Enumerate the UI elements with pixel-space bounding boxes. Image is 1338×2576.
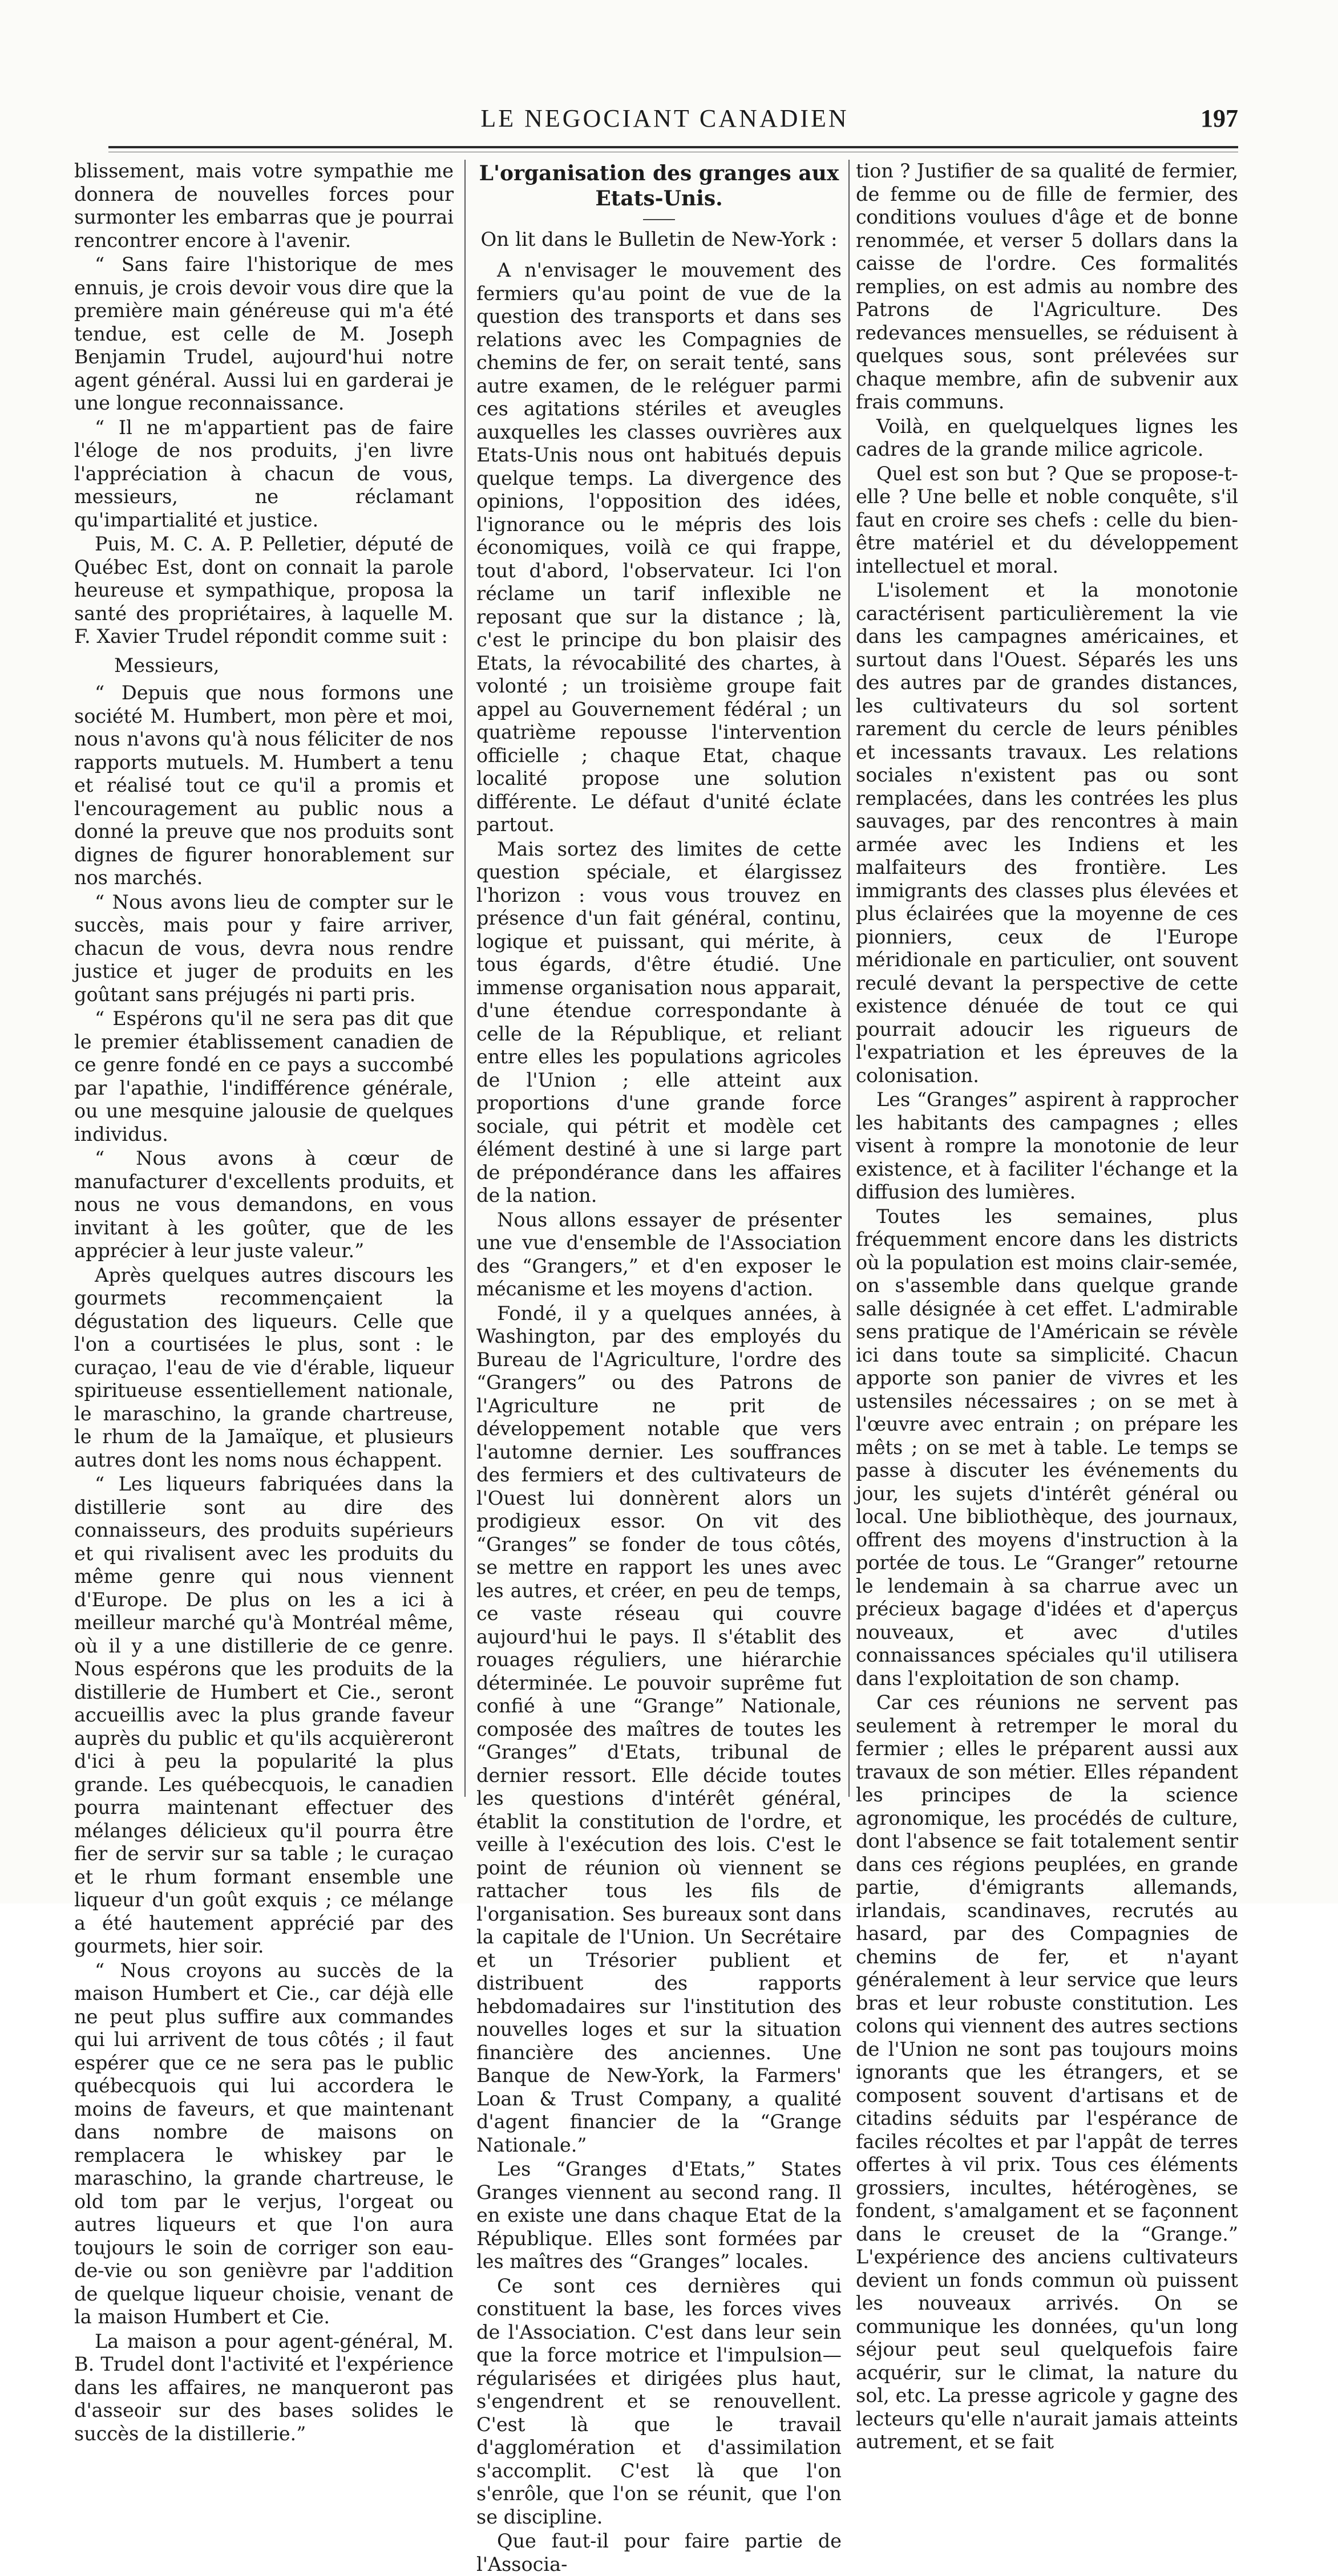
paragraph: Puis, M. C. A. P. Pelletier, député de Québec Est, dont on connait la parole heureuse et sympathique, proposa la santé des propriétaires, à laquelle M. F. Xavier Trudel répondit comme suit : <box>74 533 454 647</box>
paragraph: tion ? Justifier de sa qualité de fermier, de femme ou de fille de fermier, des conditions voulues d'âge et de bonne renommée, et verser 5 dollars dans la caisse de l'ordre. Ces formalités remplies, on est admis au nombre des Patrons de l'Agriculture. Des redevances mensuelles, se réduisent à quelques sous, sont prélevées sur chaque membre, afin de subvenir aux frais communs. <box>856 160 1238 413</box>
paragraph: “ Nous avons lieu de compter sur le succès, mais pour y faire arriver, chacun de vous, devra nous rendre justice et juger de produits en les goûtant sans préjugés ni parti pris. <box>74 890 454 1006</box>
paragraph: Voilà, en quelquelques lignes les cadres de la grande milice agricole. <box>856 415 1238 460</box>
running-head <box>91 102 1238 136</box>
paragraph: Toutes les semaines, plus fréquemment encore dans les districts où la population est moins clair-semée, on s'assemble dans quelque grande salle désignée à cet effet. L'admirable sens pratique de l'Américain se révèle ici dans toute sa simplicité. Chacun apporte son panier de vivres et les ustensiles nécessaires ; on se met à l'œuvre avec entrain ; on prépare les mêts ; on se met à table. Le temps se passe à discuter les événements du jour, les sujets d'intérêt général ou local. Une bibliothèque, des journaux, offrent des moyens d'instruction à la portée de tous. Le “Granger” retourne le lendemain à sa charrue avec un précieux bagage d'idées et d'aperçus nouveaux, et avec d'utiles connaissances spéciales qu'il utilisera dans l'exploitation de son champ. <box>856 1205 1238 1690</box>
paragraph: Que faut-il pour faire partie de l'Associa- <box>476 2530 842 2575</box>
paragraph: Quel est son but ? Que se propose-t-elle ? Une belle et noble conquête, s'il faut en croire ses chefs : celle du bien-être matériel et du développement intellectuel et moral. <box>856 462 1238 577</box>
paragraph: L'isolement et la monotonie caractérisent particulièrement la vie dans les campagnes américaines, et surtout dans l'Ouest. Séparés les uns des autres par de grandes distances, les cultivateurs du sol sortent rarement du cercle de leurs pénibles et incessants travaux. Les relations sociales n'existent pas ou sont remplacées, dans les contrées les plus sauvages, par des rencontres à main armée avec les Indiens et les malfaiteurs des frontière. Les immigrants des classes plus élevées et plus éclairées que la moyenne de ces pionniers, ceux de l'Europe méridionale en particulier, ont souvent reculé devant la perspective de cette existence dénuée de tout ce qui pourrait adoucir les rigueurs de l'expatriation et les épreuves de la colonisation. <box>856 579 1238 1087</box>
title-divider <box>643 219 675 220</box>
paragraph: “ Nous croyons au succès de la maison Humbert et Cie., car déjà elle ne peut plus suffire aux commandes qui lui arrivent de tous côtés ; il faut espérer que ce ne sera pas le public québecquois qui lui accordera le moins de faveurs, et que maintenant dans nombre de maisons on remplacera le whiskey par le maraschino, la grande chartreuse, le old tom par le verjus, l'orgeat ou autres liqueurs et que l'on aura toujours le soin de corriger son eau-de-vie ou son genièvre par l'addition de quelque liqueur choisie, venant de la maison Humbert et Cie. <box>74 1959 454 2328</box>
paragraph: Car ces réunions ne servent pas seulement à retremper le moral du fermier ; elles le préparent aussi aux travaux de son métier. Elles répandent les principes de la science agronomique, les procédés de culture, dont l'absence se fait totalement sentir dans ces régions peuplées, en grande partie, d'émigrants allemands, irlandais, scandinaves, recrutés au hasard, par des Compagnies de chemins de fer, et n'ayant généralement à leur service que leurs bras et leur robuste constitution. Les colons qui viennent des autres sections de l'Union ne sont pas toujours moins ignorants que les étrangers, et se composent souvent d'artisans et de citadins séduits par l'espérance de faciles récoltes et par l'appât de terres offertes à vil prix. Tous ces éléments grossiers, incultes, hétérogènes, se fondent, s'amalgament et se façonnent dans le creuset de la “Grange.” L'expérience des anciens cultivateurs devient un fonds commun où puissent les nouveaux arrivés. On se communique les données, qu'un long séjour peut seul quelquefois faire acquérir, sur le climat, la nature du sol, etc. La presse agricole y gagne des lecteurs qu'elle n'aurait jamais atteints autrement, et se fait <box>856 1691 1238 2453</box>
column-rule <box>464 160 466 1797</box>
paragraph: “ Les liqueurs fabriquées dans la distillerie sont au dire des connaisseurs, des produits supérieurs et qui rivalisent avec les produits du même genre qui nous viennent d'Europe. De plus on les a ici à meilleur marché qu'à Montréal même, où il y a une distillerie de ce genre. Nous espérons que les produits de la distillerie de Humbert et Cie., seront accueillis avec la plus grande faveur auprès du public et qu'ils acquièreront d'ici à peu la popularité la plus grande. Les québecquois, le canadien pourra maintenant effectuer des mélanges délicieux qu'il pourra être fier de servir sur sa table ; le curaçao et le rhum formant ensemble une liqueur d'un goût exquis ; ce mélange a été hautement apprécié par des gourmets, hier soir. <box>74 1473 454 1957</box>
paragraph: “ Depuis que nous formons une société M. Humbert, mon père et moi, nous n'avons qu'à nous féliciter de nos rapports mutuels. M. Humbert a tenu et réalisé tout ce qu'il a promis et l'encouragement au public nous a donné la preuve que nos produits sont dignes de figurer honorablement sur nos marchés. <box>74 682 454 889</box>
paragraph: Les “Granges d'Etats,” States Granges viennent au second rang. Il en existe une dans chaque Etat de la République. Elles sont formées par les maîtres des “Granges” locales. <box>476 2158 842 2273</box>
running-title: LE NEGOCIANT CANADIEN <box>480 104 849 132</box>
column-2 <box>476 160 842 2575</box>
paragraph: blissement, mais votre sympathie me donnera de nouvelles forces pour surmonter les embarras que je pourrai rencontrer encore à l'avenir. <box>74 160 454 252</box>
paragraph: Mais sortez des limites de cette question spéciale, et élargissez l'horizon : vous vous trouvez en présence d'un fait général, continu, logique et puissant, qui mérite, à tous égards, d'être étudié. Une immense organisation nous apparait, d'une étendue correspondante à celle de la République, et reliant entre elles les populations agricoles de l'Union ; elle atteint aux proportions d'une grande force sociale, qui pétrit et modèle cet élément destiné à une si large part de prépondérance dans les affaires de la nation. <box>476 837 842 1206</box>
column-1 <box>74 160 454 2445</box>
paragraph: Après quelques autres discours les gourmets recommençaient la dégustation des liqueurs. Celle que l'on a courtisées le plus, sont : le curaçao, l'eau de vie d'érable, liqueur spiritueuse essentiellement nationale, le maraschino, la grande chartreuse, le rhum de la Jamaïque, et plusieurs autres dont les noms nous échappent. <box>74 1263 454 1471</box>
article-intro: On lit dans le Bulletin de New-York : <box>480 228 838 251</box>
paragraph: Ce sont ces dernières qui constituent la base, les forces vives de l'Association. C'est dans leur sein que la force motrice et l'impulsion—régularisées et dirigées plus haut, s'engendrent et se renouvellent. C'est là que le travail d'agglomération et d'assimilation s'accomplit. C'est là que l'on s'enrôle, que l'on se réunit, que l'on se discipline. <box>476 2274 842 2528</box>
paragraph: “ Nous avons à cœur de manufacturer d'excellents produits, et nous ne vous demandons, en vous invitant à les goûter, que de les apprécier à leur juste valeur.” <box>74 1147 454 1262</box>
page-number: 197 <box>1200 104 1238 132</box>
column-3 <box>856 160 1238 2453</box>
paragraph: La maison a pour agent-général, M. B. Trudel dont l'activité et l'expérience dans les affaires, ne manqueront pas d'asseoir sur des bases solides le succès de la distillerie.” <box>74 2330 454 2445</box>
column-rule <box>848 160 850 1797</box>
paragraph: A n'envisager le mouvement des fermiers qu'au point de vue de la question des transports et dans ses relations avec les Compagnies de chemins de fer, on serait tenté, sans autre examen, de le reléguer parmi ces agitations stériles et aveugles auxquelles les classes ouvrières aux Etats-Unis nous ont habitués depuis quelque temps. La divergence des opinions, l'opposition des idées, l'ignorance ou le mépris des lois économiques, voilà ce qui frappe, tout d'abord, l'observateur. Ici l'on réclame un tarif inflexible ne reposant que sur la distance ; là, c'est le principe du bon plaisir des Etats, la révocabilité des chartes, à volonté ; un troisième groupe fait appel au Gouvernement fédéral ; un quatrième repousse l'intervention officielle ; chaque Etat, chaque localité propose une solution différente. Le défaut d'unité éclate partout. <box>476 259 842 836</box>
salutation: Messieurs, <box>114 654 220 677</box>
header-rule <box>108 146 1238 148</box>
paragraph: “ Sans faire l'historique de mes ennuis, je crois devoir vous dire que la première main généreuse qui m'a été tendue, est celle de M. Joseph Benjamin Trudel, aujourd'hui notre agent général. Aussi lui en garderai je une longue reconnaissance. <box>74 253 454 414</box>
paragraph: “ Il ne m'appartient pas de faire l'éloge de nos produits, j'en livre l'appréciation à chacun de vous, messieurs, ne réclamant qu'impartialité et justice. <box>74 416 454 531</box>
paragraph: Fondé, il y a quelques années, à Washington, par des employés du Bureau de l'Agriculture, l'ordre des “Grangers” ou des Patrons de l'Agriculture ne prit de développement notable que vers l'automne dernier. Les souffrances des fermiers et des cultivateurs de l'Ouest lui donnèrent alors un prodigieux essor. On vit des “Granges” se fonder de tous côtés, se mettre en rapport les unes avec les autres, et créer, en peu de temps, ce vaste réseau qui couvre aujourd'hui le pays. Il s'établit des rouages réguliers, une hiérarchie déterminée. Le pouvoir suprême fut confié à une “Grange” Nationale, composée des maîtres de toutes les “Granges” d'Etats, tribunal de dernier ressort. Elle décide toutes les questions d'intérêt général, établit la constitution de l'ordre, et veille à l'exécution des lois. C'est le point de réunion où viennent se rattacher tous les fils de l'organisation. Ses bureaux sont dans la capitale de l'Union. Un Secrétaire et un Trésorier publient et distribuent des rapports hebdomadaires sur l'institution des nouvelles loges et sur la situation financière des anciennes. Une Banque de New-York, la Farmers' Loan & Trust Company, a qualité d'agent financier de la “Grange Nationale.” <box>476 1302 842 2156</box>
paragraph: Les “Granges” aspirent à rapprocher les habitants des campagnes ; elles visent à rompre la monotonie de leur existence, et à faciliter l'échange et la diffusion des lumières. <box>856 1088 1238 1203</box>
article-title: L'organisation des granges aux Etats-Unis. <box>479 161 839 210</box>
paragraph: Nous allons essayer de présenter une vue d'ensemble de l'Association des “Grangers,” et d'en exposer le mécanisme et les moyens d'action. <box>476 1208 842 1300</box>
paragraph: “ Espérons qu'il ne sera pas dit que le premier établissement canadien de ce genre fondé en ce pays a succombé par l'apathie, l'indifférence générale, ou une mesquine jalousie de quelques individus. <box>74 1007 454 1145</box>
